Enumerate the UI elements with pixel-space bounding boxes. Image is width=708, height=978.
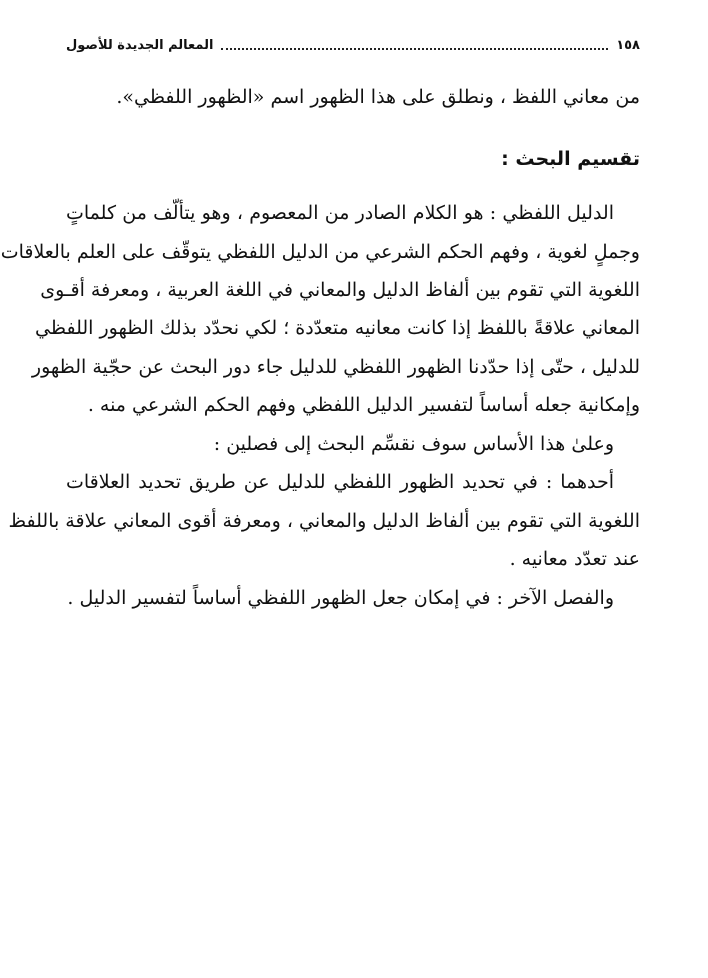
paragraph-line: اللغوية التي تقوم بين ألفاظ الدليل والمعاني ، ومعرفة أقوى المعاني علاقة باللفظ [8, 510, 640, 532]
paragraph-line: عند تعدّد معانيه . [509, 548, 640, 570]
paragraph-line: أحدهما : في تحديد الظهور اللفظي للدليل عن طريق تحديد العلاقات [66, 471, 614, 493]
paragraph-line: المعاني علاقةً باللفظ إذا كانت معانيه متعدّدة ؛ لكي نحدّد بذلك الظهور اللفظي [35, 317, 640, 339]
intro-line: من معاني اللفظ ، ونطلق على هذا الظهور اسم «الظهور اللفظي». [116, 86, 640, 108]
paragraph-line: وعلىٰ هذا الأساس سوف نقسِّم البحث إلى فصلين : [213, 433, 614, 455]
section-heading: تقسيم البحث : [501, 148, 640, 170]
running-header [66, 33, 640, 57]
paragraph-line: وجملٍ لغوية ، وفهم الحكم الشرعي من الدليل اللفظي يتوقّف على العلم بالعلاقات [0, 241, 640, 263]
page-number: ١٥٨ [616, 37, 640, 53]
paragraph-line: للدليل ، حتّى إذا حدّدنا الظهور اللفظي للدليل جاء دور البحث عن حجّية الظهور [31, 356, 640, 378]
header-dot-leader [221, 38, 608, 50]
paragraph-line: وإمكانية جعله أساساً لتفسير الدليل اللفظي وفهم الحكم الشرعي منه . [87, 394, 640, 416]
book-title: المعالم الجديدة للأصول [66, 37, 214, 53]
paragraph-line: الدليل اللفظي : هو الكلام الصادر من المعصوم ، وهو يتألّف من كلماتٍ [66, 202, 614, 224]
paragraph-line: اللغوية التي تقوم بين ألفاظ الدليل والمعاني في اللغة العربية ، ومعرفة أقـوى [40, 279, 640, 301]
paragraph-line: والفصل الآخر : في إمكان جعل الظهور اللفظي أساساً لتفسير الدليل . [67, 587, 614, 609]
